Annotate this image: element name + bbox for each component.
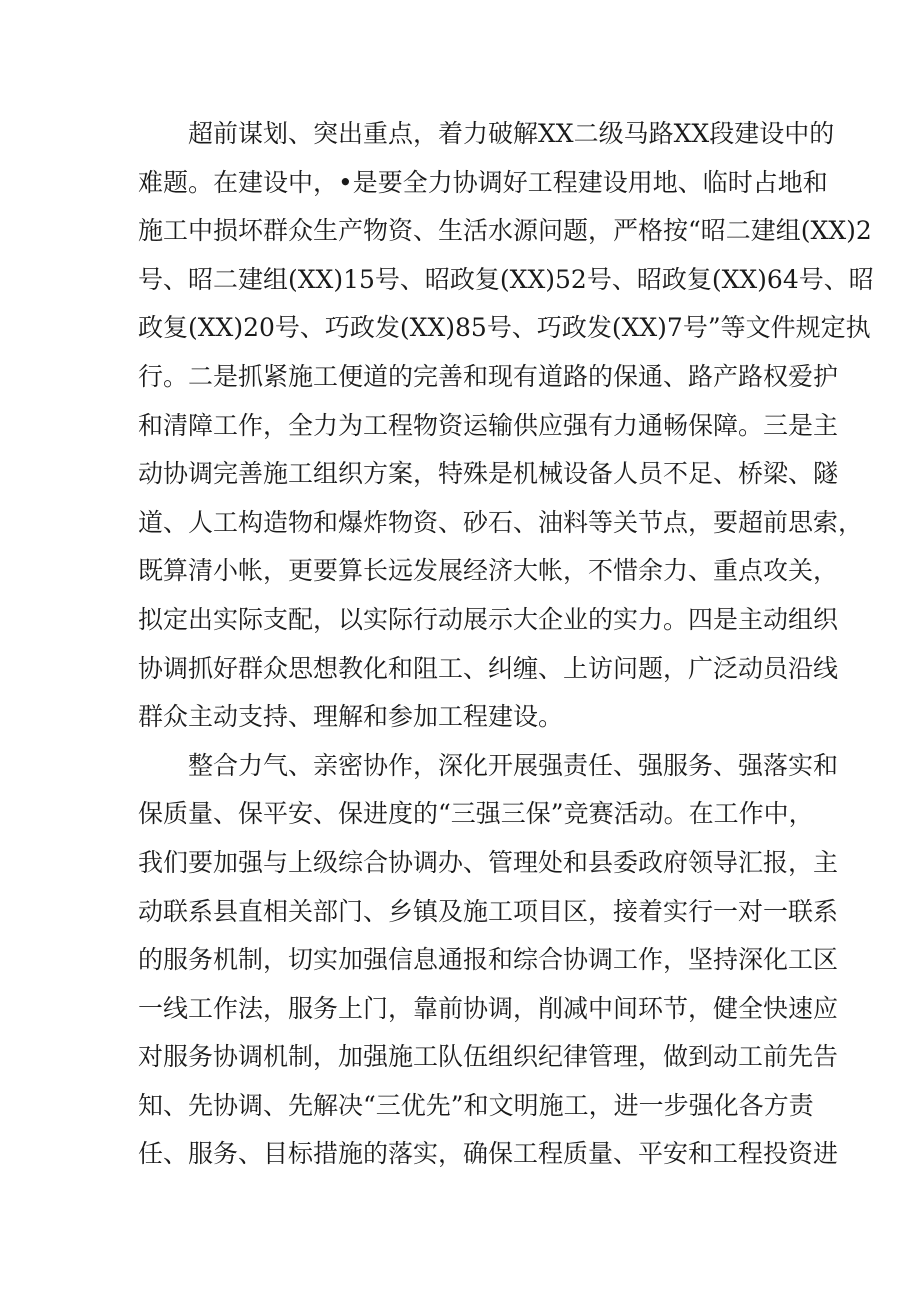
text-line: 动联系县直相关部门、乡镇及施工项目区，接着实行一对一联系	[138, 896, 839, 926]
text-line: 我们要加强与上级综合协调办、管理处和县委政府领导汇报，主	[138, 847, 839, 877]
text-line: 超前谋划、突出重点，着力破解XX二级马路XX段建设中的	[188, 119, 835, 148]
text-line: 号、昭二建组(XX)15号、昭政复(XX)52号、昭政复(XX)64号、昭	[138, 264, 874, 294]
text-line: 保质量、保平安、保进度的“三强三保”竞赛活动。在工作中，	[138, 799, 814, 829]
paragraph-1	[138, 110, 874, 742]
text-line: 的服务机制，切实加强信息通报和综合协调工作，坚持深化工区	[138, 945, 839, 975]
text-line: 整合力气、亲密协作，深化开展强责任、强服务、强落实和	[188, 750, 839, 780]
text-line: 拟定出实际支配，以实际行动展示大企业的实力。四是主动组织	[138, 604, 839, 634]
text-line: 施工中损坏群众生产物资、生活水源问题，严格按“昭二建组(XX)2	[138, 216, 872, 246]
paragraph-2	[138, 742, 839, 1179]
text-line: 行。二是抓紧施工便道的完善和现有道路的保通、路产路权爱护	[138, 361, 839, 391]
text-line: 难题。在建设中，•是要全力协调好工程建设用地、临时占地和	[138, 167, 828, 197]
text-line: 动协调完善施工组织方案，特殊是机械设备人员不足、桥梁、隧	[138, 459, 839, 489]
document-body	[138, 110, 874, 1179]
text-line: 任、服务、目标措施的落实，确保工程质量、平安和工程投资进	[138, 1139, 839, 1169]
text-line: 对服务协调机制，加强施工队伍组织纪律管理，做到动工前先告	[138, 1042, 839, 1072]
text-line: 道、人工构造物和爆炸物资、砂石、油料等关节点，要超前思索，	[138, 507, 864, 537]
text-line: 既算清小帐，更要算长远发展经济大帐，不惜余力、重点攻关，	[138, 556, 839, 586]
text-line: 群众主动支持、理解和参加工程建设。	[138, 702, 564, 732]
text-line: 协调抓好群众思想教化和阻工、纠缠、上访问题，广泛动员沿线	[138, 653, 839, 683]
text-line: 知、先协调、先解决“三优先”和文明施工，进一步强化各方责	[138, 1090, 814, 1120]
text-line: 政复(XX)20号、巧政发(XX)85号、巧政发(XX)7号”等文件规定执	[138, 313, 871, 343]
text-line: 一线工作法，服务上门，靠前协调，削减中间环节，健全快速应	[138, 993, 839, 1023]
text-line: 和清障工作，全力为工程物资运输供应强有力通畅保障。三是主	[138, 410, 839, 440]
